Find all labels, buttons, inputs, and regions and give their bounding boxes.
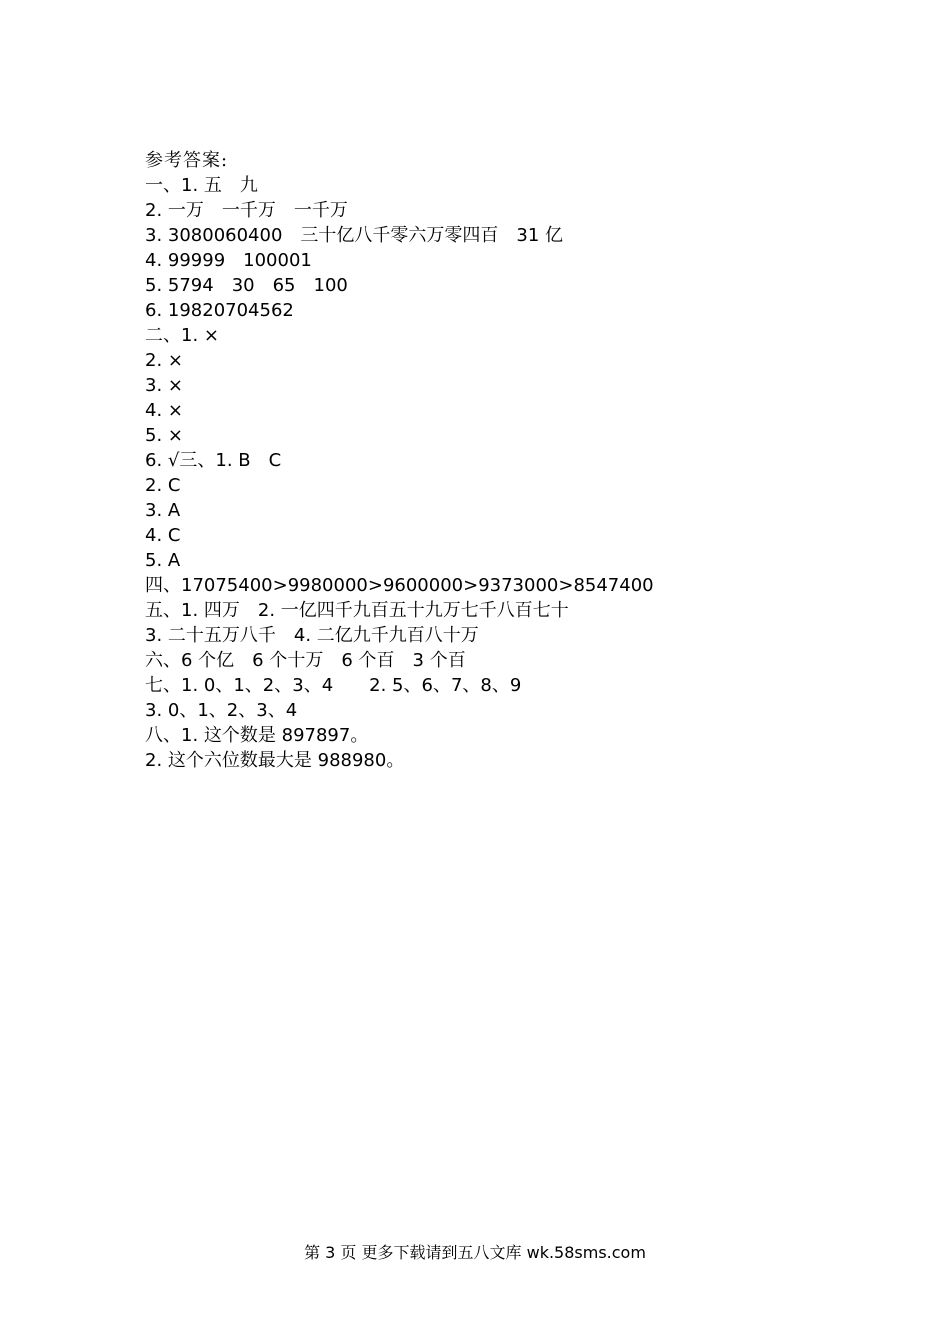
answer-line: 2. 一万 一千万 一千万 xyxy=(145,200,348,221)
answer-line: 六、6 个亿 6 个十万 6 个百 3 个百 xyxy=(145,650,466,671)
answer-line: 5. A xyxy=(145,550,181,571)
answer-line: 6. 19820704562 xyxy=(145,300,294,321)
answer-line: 二、1. × xyxy=(145,325,219,346)
answer-line: 2. C xyxy=(145,475,181,496)
answer-line: 2. × xyxy=(145,350,183,371)
answer-heading: 参考答案: xyxy=(145,150,229,171)
answer-line: 5. 5794 30 65 100 xyxy=(145,275,348,296)
answer-line: 3. 3080060400 三十亿八千零六万零四百 31 亿 xyxy=(145,225,564,246)
answer-line: 4. × xyxy=(145,400,183,421)
answer-line: 3. × xyxy=(145,375,183,396)
page-footer: 第 3 页 更多下载请到五八文库 wk.58sms.com xyxy=(304,1243,646,1262)
answer-line: 3. 二十五万八千 4. 二亿九千九百八十万 xyxy=(145,625,479,646)
answer-key xyxy=(145,148,845,773)
answer-line: 5. × xyxy=(145,425,183,446)
answer-line: 七、1. 0、1、2、3、4 2. 5、6、7、8、9 xyxy=(145,675,522,696)
answer-line: 五、1. 四万 2. 一亿四千九百五十九万七千八百七十 xyxy=(145,600,569,621)
answer-line: 一、1. 五 九 xyxy=(145,175,258,196)
answer-line: 6. √三、1. B C xyxy=(145,450,282,471)
answer-line: 2. 这个六位数最大是 988980。 xyxy=(145,750,405,771)
answer-line: 4. 99999 100001 xyxy=(145,250,312,271)
answer-line: 3. A xyxy=(145,500,181,521)
answer-line: 四、17075400>9980000>9600000>9373000>8547400 xyxy=(145,575,654,596)
answer-line: 八、1. 这个数是 897897。 xyxy=(145,725,369,746)
answer-line: 4. C xyxy=(145,525,181,546)
answer-line: 3. 0、1、2、3、4 xyxy=(145,700,298,721)
